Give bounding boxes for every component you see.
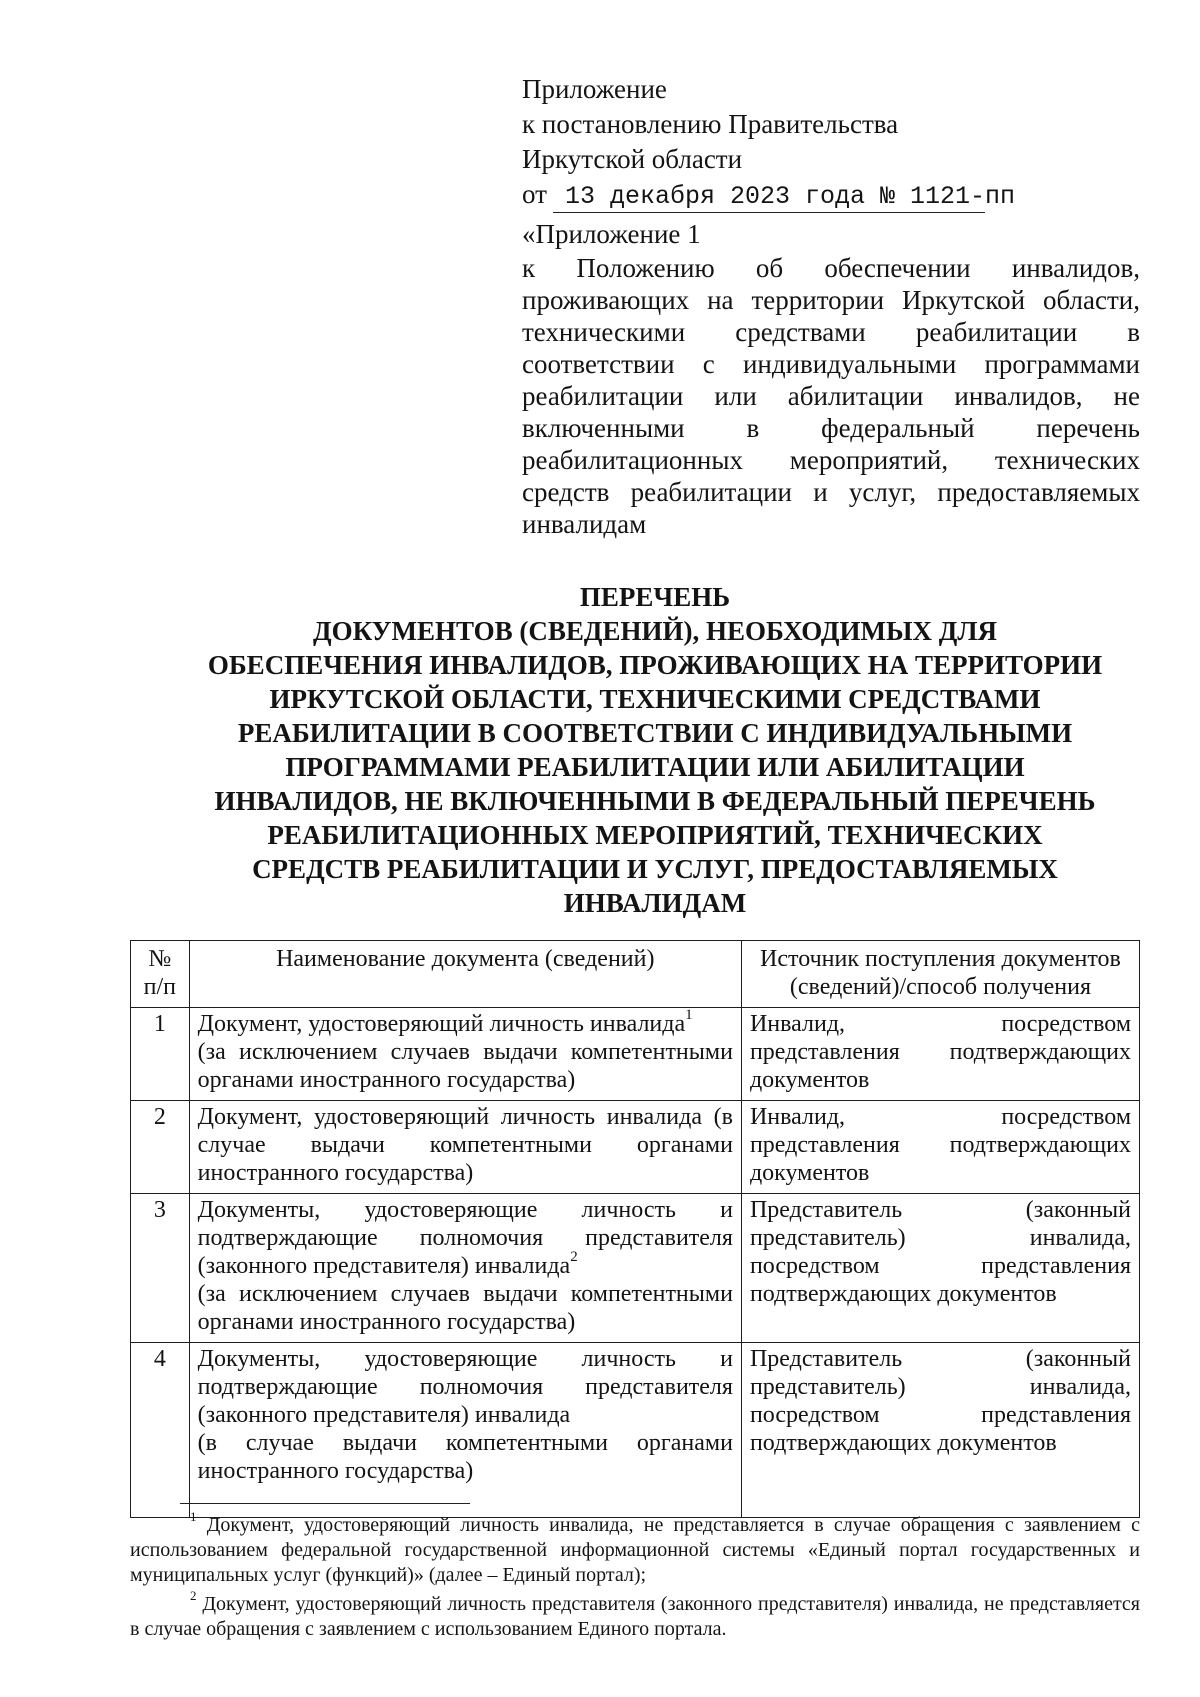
appendix-body: к Положению об обеспечении инвалидов, проживающих на территории Иркутской области, техническими средствами реабилитации в соответствии с индивидуальными программами реабилитации или абилитации инвалидов, не включенными в федеральный перечень реабилитационных мероприятий, технических средств реабилитации и услуг, предоставляемых инвалидам: [522, 253, 1140, 539]
footnote-2: [130, 1588, 1140, 1642]
row-number: 1: [131, 1008, 190, 1101]
row-name-main: [198, 1196, 733, 1280]
title-line: ИНВАЛИДОВ, НЕ ВКЛЮЧЕННЫМИ В ФЕДЕРАЛЬНЫЙ ПЕРЕЧЕНЬ: [214, 786, 1096, 816]
header-line-appendix: Приложение: [522, 74, 667, 104]
row-document-name: [189, 1194, 741, 1343]
row-name-text: Документ, удостоверяющий личность инвалида: [197, 1011, 686, 1037]
row-number: 3: [131, 1194, 190, 1343]
header-source: Источник поступления документов (сведений)/способ получения: [741, 941, 1139, 1008]
title-line: СРЕДСТВ РЕАБИЛИТАЦИИ И УСЛУГ, ПРЕДОСТАВЛЯЕМЫХ: [252, 854, 1058, 884]
row-name-note: (за исключением случаев выдачи компетентными органами иностранного государства): [197, 1039, 733, 1093]
title-line: ДОКУМЕНТОВ (СВЕДЕНИЙ), НЕОБХОДИМЫХ ДЛЯ: [313, 616, 997, 646]
footnote-text: Документ, удостоверяющий личность представителя (законного представителя) инвалида, не представляется в случае обращения с заявлением с использованием Единого портала.: [130, 1593, 1140, 1640]
title-line: РЕАБИЛИТАЦИОННЫХ МЕРОПРИЯТИЙ, ТЕХНИЧЕСКИХ: [267, 820, 1043, 850]
row-document-name: [189, 1008, 741, 1101]
title-line: РЕАБИЛИТАЦИИ В СООТВЕТСТВИИ С ИНДИВИДУАЛЬНЫМИ: [237, 718, 1073, 748]
row-name-main: Документы, удостоверяющие личность и подтверждающие полномочия представителя (законного представителя) инвалида: [197, 1346, 733, 1428]
header-line-resolution: к постановлению Правительства: [522, 109, 899, 139]
document-title: [170, 580, 1140, 920]
footnotes: [130, 1509, 1141, 1646]
footnote-text: Документ, удостоверяющий личность инвалида, не представляется в случае обращения с заявлением с использованием федеральной государственной информационной системы «Единый портал государственных и муниципальных услуг (функций)» (далее – Единый портал);: [130, 1514, 1141, 1586]
footnote-mark: 2: [190, 1588, 197, 1604]
table-header-row: [131, 941, 1140, 1008]
table-row: [131, 1343, 1140, 1518]
table-row: [131, 1101, 1140, 1194]
header-line-region: Иркутской области: [522, 144, 743, 174]
header-document-name: Наименование документа (сведений): [189, 941, 741, 1008]
footnote-ref[interactable]: 1: [685, 1007, 693, 1023]
header-number-sign: №: [148, 946, 172, 972]
footnote-mark: 1: [190, 1509, 197, 1525]
table-row: [131, 1194, 1140, 1343]
footnote-ref[interactable]: 2: [570, 1249, 578, 1265]
header-number-pp: п/п: [143, 974, 176, 1000]
row-source: Представитель (законный представитель) инвалида, посредством представления подтверждающих документов: [741, 1194, 1139, 1343]
title-line: ИНВАЛИДАМ: [563, 888, 747, 918]
appendix-title: «Приложение 1: [522, 219, 701, 249]
footnote-separator: [180, 1503, 470, 1504]
resolution-header: [522, 72, 1142, 213]
row-name-note: (в случае выдачи компетентными органами иностранного государства): [197, 1430, 733, 1484]
date-value: 13 декабря 2023 года № 1121-пп: [553, 182, 985, 213]
documents-table: [130, 940, 1140, 1518]
row-name-main: [197, 1007, 733, 1038]
row-number: 4: [131, 1343, 190, 1518]
row-document-name: Документ, удостоверяющий личность инвалида (в случае выдачи компетентными органами иностранного государства): [189, 1101, 741, 1194]
row-name-note: (за исключением случаев выдачи компетентными органами иностранного государства): [197, 1281, 733, 1335]
date-prefix: от: [522, 179, 547, 209]
row-name-text: Документы, удостоверяющие личность и подтверждающие полномочия представителя (законного представителя) инвалида: [197, 1197, 733, 1279]
title-line: ПРОГРАММАМИ РЕАБИЛИТАЦИИ ИЛИ АБИЛИТАЦИИ: [285, 752, 1025, 782]
title-line: ИРКУТСКОЙ ОБЛАСТИ, ТЕХНИЧЕСКИМИ СРЕДСТВАМИ: [269, 684, 1041, 714]
row-number: 2: [131, 1101, 190, 1194]
header-number: [131, 941, 190, 1008]
header-date-row: [522, 177, 1142, 213]
title-line: ПЕРЕЧЕНЬ: [579, 582, 731, 612]
table-row: [131, 1008, 1140, 1101]
row-document-name: [189, 1343, 741, 1518]
title-line: ОБЕСПЕЧЕНИЯ ИНВАЛИДОВ, ПРОЖИВАЮЩИХ НА ТЕРРИТОРИИ: [207, 650, 1103, 680]
appendix-header: [522, 218, 1140, 540]
row-source: Инвалид, посредством представления подтверждающих документов: [741, 1008, 1139, 1101]
row-source: Представитель (законный представитель) инвалида, посредством представления подтверждающих документов: [741, 1343, 1139, 1518]
footnote-1: [130, 1509, 1141, 1588]
row-source: Инвалид, посредством представления подтверждающих документов: [741, 1101, 1139, 1194]
